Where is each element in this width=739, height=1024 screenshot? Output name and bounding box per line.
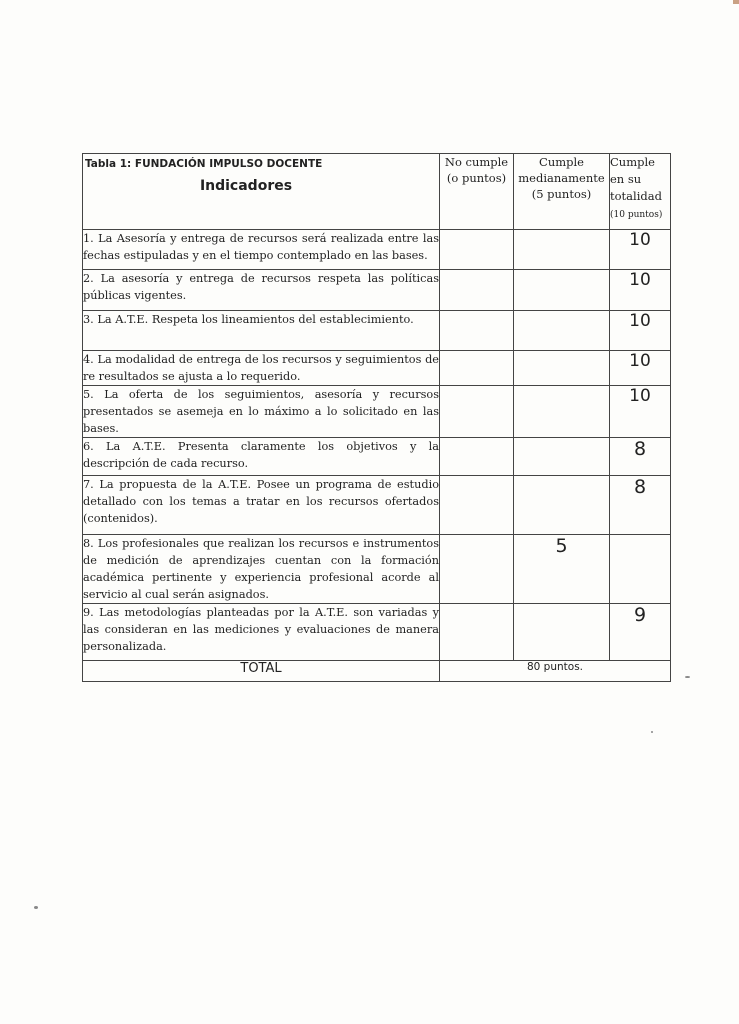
score-totalidad: 8: [610, 438, 671, 476]
table-row: [83, 535, 671, 604]
score-medianamente: [514, 476, 610, 535]
header-no-cumple: No cumple (o puntos): [440, 154, 514, 230]
indicator-text: 6. La A.T.E. Presenta claramente los objetivos y la descripción de cada recurso.: [83, 438, 440, 476]
score-no-cumple: [440, 535, 514, 604]
score-medianamente: [514, 230, 610, 270]
table-row: [83, 351, 671, 386]
score-no-cumple: [440, 351, 514, 386]
scan-speck: [651, 731, 653, 733]
score-no-cumple: [440, 438, 514, 476]
table-row: [83, 230, 671, 270]
score-medianamente: 5: [514, 535, 610, 604]
indicator-text: 8. Los profesionales que realizan los recursos e instrumentos de medición de aprendizajes cuentan con la formación académica pertinente y experiencia profesional acorde al servicio al cual serán asignados.: [83, 535, 440, 604]
table-row: [83, 438, 671, 476]
indicator-text: 2. La asesoría y entrega de recursos respeta las políticas públicas vigentes.: [83, 270, 440, 311]
scan-speck: [34, 906, 38, 909]
score-medianamente: [514, 351, 610, 386]
score-totalidad: 10: [610, 311, 671, 351]
score-totalidad: 10: [610, 386, 671, 438]
indicator-text: 3. La A.T.E. Respeta los lineamientos del establecimiento.: [83, 311, 440, 351]
score-no-cumple: [440, 311, 514, 351]
header-cumple-totalidad: [610, 154, 671, 230]
header-cumple-totalidad-points: (10 puntos): [610, 210, 663, 220]
table-row: [83, 476, 671, 535]
score-no-cumple: [440, 230, 514, 270]
score-totalidad: 8: [610, 476, 671, 535]
score-no-cumple: [440, 476, 514, 535]
score-medianamente: [514, 386, 610, 438]
header-cumple-totalidad-label: Cumple en su totalidad: [610, 155, 662, 203]
indicator-text: 1. La Asesoría y entrega de recursos será realizada entre las fechas estipuladas y en el tiempo contemplado en las bases.: [83, 230, 440, 270]
scan-mark: [733, 0, 739, 4]
score-totalidad: 10: [610, 230, 671, 270]
score-no-cumple: [440, 386, 514, 438]
table-row: [83, 386, 671, 438]
indicators-header: Indicadores: [199, 178, 293, 194]
table-row: [83, 604, 671, 661]
table-row: [83, 270, 671, 311]
total-label: TOTAL: [83, 661, 440, 682]
score-no-cumple: [440, 604, 514, 661]
score-totalidad: 10: [610, 270, 671, 311]
score-medianamente: [514, 270, 610, 311]
indicator-text: 5. La oferta de los seguimientos, asesoría y recursos presentados se asemeja en lo máximo a lo solicitado en las bases.: [83, 386, 440, 438]
score-totalidad: [610, 535, 671, 604]
table-header-row: [83, 154, 671, 230]
table-caption: Tabla 1: FUNDACIÓN IMPULSO DOCENTE: [85, 158, 323, 170]
indicator-text: 9. Las metodologías planteadas por la A.T.E. son variadas y las consideran en las mediciones y evaluaciones de manera personalizada.: [83, 604, 440, 661]
header-indicators-cell: [83, 154, 440, 230]
scan-speck: [685, 676, 690, 678]
total-value: 80 puntos.: [440, 661, 671, 682]
evaluation-table: [82, 153, 671, 682]
indicator-text: 7. La propuesta de la A.T.E. Posee un programa de estudio detallado con los temas a tratar en los recursos ofertados (contenidos).: [83, 476, 440, 535]
score-medianamente: [514, 438, 610, 476]
total-row: [83, 661, 671, 682]
score-medianamente: [514, 311, 610, 351]
score-no-cumple: [440, 270, 514, 311]
header-cumple-medianamente: Cumple medianamente (5 puntos): [514, 154, 610, 230]
indicator-text: 4. La modalidad de entrega de los recursos y seguimientos de re resultados se ajusta a lo requerido.: [83, 351, 440, 386]
score-totalidad: 10: [610, 351, 671, 386]
score-medianamente: [514, 604, 610, 661]
table-row: [83, 311, 671, 351]
score-totalidad: 9: [610, 604, 671, 661]
